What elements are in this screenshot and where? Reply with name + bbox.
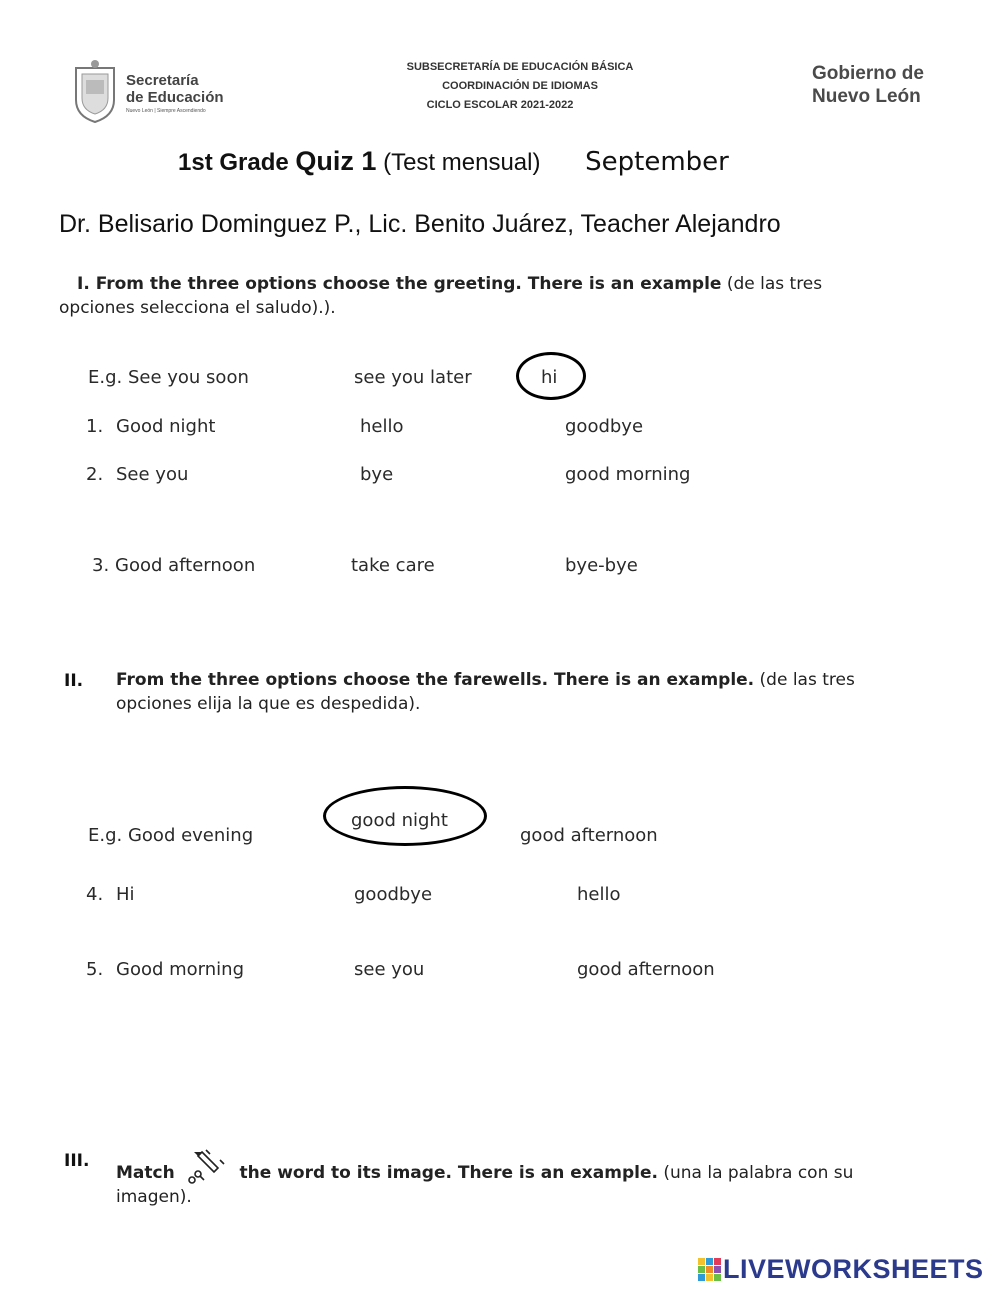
item-2-option-b[interactable]: bye [360, 464, 394, 485]
item-number: 1. [86, 416, 104, 437]
item-5-option-c[interactable]: good afternoon [577, 959, 715, 980]
item-number: 4. [86, 884, 104, 905]
example-1-option-c: hi [541, 367, 558, 388]
secretaria-tagline: Nuevo León | Siempre Ascendiendo [126, 108, 206, 114]
example-2-option-a: E.g. Good evening [88, 825, 254, 846]
page-title: 1st Grade Quiz 1 (Test mensual) September [178, 146, 729, 177]
item-3-option-b[interactable]: take care [351, 555, 435, 576]
nuevo-leon-crest-icon [70, 60, 120, 124]
section-2-number: II. [64, 671, 84, 691]
pencil-link-icon [184, 1148, 228, 1188]
example-1-option-b: see you later [354, 367, 472, 388]
item-1-option-a[interactable]: Good night [116, 416, 216, 437]
item-4-option-c[interactable]: hello [577, 884, 621, 905]
section-3-instruction: Match the word to its image. There is an example. (una la palabra con su imagen). [116, 1148, 856, 1209]
item-number: 5. [86, 959, 104, 980]
item-1-option-c[interactable]: goodbye [565, 416, 644, 437]
item-3-option-a[interactable]: Good afternoon [115, 555, 256, 576]
item-4-option-b[interactable]: goodbye [354, 884, 433, 905]
example-2-option-b: good night [351, 810, 448, 831]
header-line-3: CICLO ESCOLAR 2021-2022 [426, 99, 574, 111]
secretaria-logo-text: Secretaría de Educación [126, 72, 224, 106]
example-1-option-a: E.g. See you soon [88, 367, 249, 388]
liveworksheets-logo-icon [698, 1258, 721, 1281]
section-2-instruction: From the three options choose the farewells. There is an example. (de las tres opciones elija la que es despedida). [116, 670, 855, 714]
item-number: 3. [92, 555, 110, 576]
item-5-option-b[interactable]: see you [354, 959, 425, 980]
item-5-option-a[interactable]: Good morning [116, 959, 244, 980]
header-line-2: COORDINACIÓN DE IDIOMAS [442, 80, 598, 92]
item-2-option-a[interactable]: See you [116, 464, 189, 485]
item-4-option-a[interactable]: Hi [116, 884, 135, 905]
gobierno-logo-text: Gobierno de Nuevo León [812, 63, 924, 107]
example-2-option-c: good afternoon [520, 825, 658, 846]
liveworksheets-watermark: LIVEWORKSHEETS [698, 1254, 984, 1285]
teachers-line: Dr. Belisario Dominguez P., Lic. Benito Juárez, Teacher Alejandro [59, 210, 781, 238]
header-line-1: SUBSECRETARÍA DE EDUCACIÓN BÁSICA [406, 61, 634, 73]
item-2-option-c[interactable]: good morning [565, 464, 691, 485]
item-number: 2. [86, 464, 104, 485]
item-1-option-b[interactable]: hello [360, 416, 404, 437]
item-3-option-c[interactable]: bye-bye [565, 555, 638, 576]
section-3-number: III. [64, 1151, 90, 1171]
section-1-instruction: I. From the three options choose the greeting. There is an example (de las tres opciones selecciona el saludo).). [59, 274, 823, 318]
